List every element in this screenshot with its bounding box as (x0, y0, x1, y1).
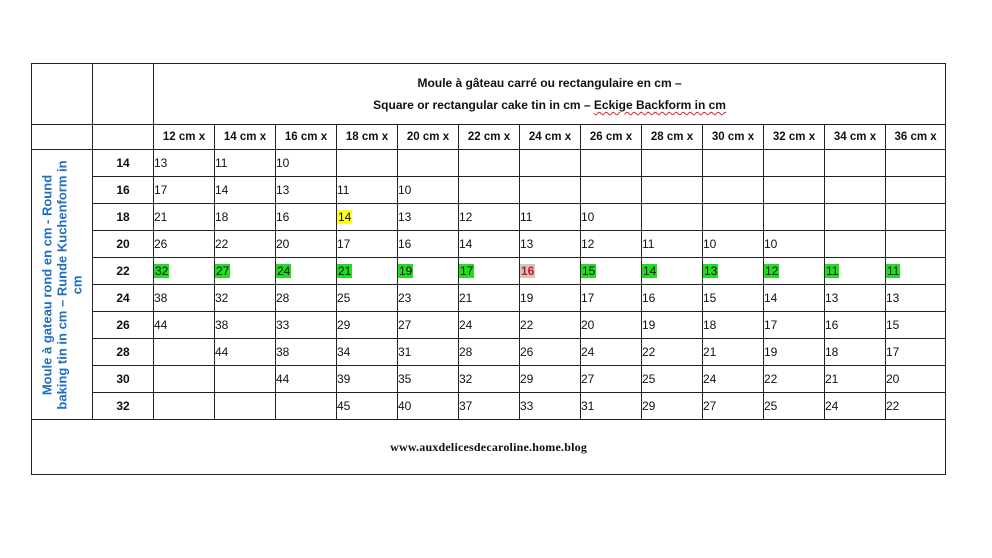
table-cell (459, 150, 520, 177)
table-cell (703, 312, 764, 339)
cell-value: 21 (825, 372, 839, 386)
table-cell (459, 204, 520, 231)
row-label: 26 (93, 312, 154, 339)
highlighted-cell-value: 12 (765, 264, 779, 278)
title-line-1: Moule à gâteau carré ou rectangulaire en cm – (417, 76, 682, 90)
highlighted-cell-value: 24 (277, 264, 291, 278)
table-cell (520, 231, 581, 258)
cell-value: 32 (459, 372, 473, 386)
table-cell (581, 258, 642, 285)
column-header: 16 cm x (276, 125, 337, 150)
table-cell (703, 177, 764, 204)
table-cell (459, 393, 520, 420)
table-cell (886, 393, 946, 420)
table-cell (581, 312, 642, 339)
table-cell (398, 339, 459, 366)
table-cell (398, 150, 459, 177)
table-cell (581, 393, 642, 420)
table-cell (642, 339, 703, 366)
cell-value: 13 (825, 291, 839, 305)
cell-value: 11 (337, 183, 350, 197)
highlighted-cell-value: 11 (887, 264, 900, 278)
cell-value: 16 (642, 291, 656, 305)
cell-value: 14 (459, 237, 473, 251)
cell-value: 21 (703, 345, 717, 359)
table-cell (215, 393, 276, 420)
highlighted-cell-value: 13 (704, 264, 718, 278)
table-cell (215, 366, 276, 393)
table-cell (398, 177, 459, 204)
table-cell (703, 285, 764, 312)
table-cell (215, 339, 276, 366)
table-cell (459, 312, 520, 339)
cell-value: 23 (398, 291, 412, 305)
table-cell (276, 258, 337, 285)
table-cell (215, 312, 276, 339)
table-cell (886, 339, 946, 366)
table-cell (825, 285, 886, 312)
table-cell (703, 150, 764, 177)
table-cell (764, 339, 825, 366)
table-cell (825, 393, 886, 420)
cell-value: 10 (398, 183, 412, 197)
row-label: 32 (93, 393, 154, 420)
row-label: 22 (93, 258, 154, 285)
cell-value: 19 (520, 291, 534, 305)
table-cell (703, 393, 764, 420)
cell-value: 24 (581, 345, 595, 359)
cell-value: 25 (642, 372, 656, 386)
highlighted-cell-value: 32 (155, 264, 169, 278)
table-cell (459, 339, 520, 366)
column-header: 34 cm x (825, 125, 886, 150)
table-cell (764, 312, 825, 339)
table-cell (398, 393, 459, 420)
table-cell (276, 312, 337, 339)
column-header: 36 cm x (886, 125, 946, 150)
highlighted-cell-value: 19 (399, 264, 413, 278)
cell-value: 20 (581, 318, 595, 332)
column-header: 12 cm x (154, 125, 215, 150)
table-cell (764, 177, 825, 204)
cell-value: 31 (398, 345, 412, 359)
column-header: 24 cm x (520, 125, 581, 150)
cell-value: 13 (886, 291, 900, 305)
table-cell (337, 177, 398, 204)
table-cell (520, 150, 581, 177)
cell-value: 21 (459, 291, 473, 305)
corner-cell-2 (93, 64, 154, 125)
title-line-2-prefix: Square or rectangular cake tin in cm – (373, 98, 594, 112)
table-cell (581, 339, 642, 366)
cell-value: 33 (520, 399, 534, 413)
cell-value: 13 (154, 156, 168, 170)
cell-value: 18 (825, 345, 839, 359)
table-cell (459, 285, 520, 312)
cell-value: 33 (276, 318, 290, 332)
header-blank-cell (32, 125, 93, 150)
cell-value: 15 (703, 291, 717, 305)
table-row (32, 204, 946, 231)
table-cell (764, 150, 825, 177)
cell-value: 18 (215, 210, 229, 224)
cell-value: 22 (520, 318, 534, 332)
column-header: 18 cm x (337, 125, 398, 150)
table-cell (215, 231, 276, 258)
table-cell (398, 258, 459, 285)
table-cell (337, 258, 398, 285)
table-row (32, 393, 946, 420)
cell-value: 17 (337, 237, 351, 251)
cell-value: 22 (886, 399, 900, 413)
column-header: 22 cm x (459, 125, 520, 150)
cell-value: 10 (276, 156, 290, 170)
table-cell (215, 150, 276, 177)
table-cell (642, 231, 703, 258)
row-label: 28 (93, 339, 154, 366)
table-cell (825, 258, 886, 285)
table-cell (886, 150, 946, 177)
table-cell (459, 258, 520, 285)
table-cell (398, 231, 459, 258)
cell-value: 16 (276, 210, 290, 224)
cake-tin-conversion-table (31, 63, 946, 475)
table-cell (764, 393, 825, 420)
table-cell (154, 393, 215, 420)
table-cell (337, 285, 398, 312)
table-cell (276, 150, 337, 177)
title-line-2 (154, 94, 945, 116)
table-cell (581, 366, 642, 393)
cell-value: 11 (520, 210, 533, 224)
table-cell (581, 204, 642, 231)
cell-value: 17 (154, 183, 168, 197)
table-cell (581, 150, 642, 177)
column-header: 30 cm x (703, 125, 764, 150)
table-cell (276, 339, 337, 366)
cell-value: 10 (581, 210, 595, 224)
table-cell (825, 231, 886, 258)
cell-value: 28 (459, 345, 473, 359)
footer-row (32, 420, 946, 475)
cell-value: 24 (703, 372, 717, 386)
cell-value: 12 (459, 210, 473, 224)
table-cell (764, 204, 825, 231)
highlighted-cell-value: 27 (216, 264, 230, 278)
table-cell (886, 312, 946, 339)
highlighted-cell-value: 15 (582, 264, 596, 278)
title-line-2-suffix: Eckige Backform in cm (593, 98, 726, 112)
table-cell (215, 258, 276, 285)
cell-value: 11 (215, 156, 228, 170)
highlighted-cell-value: 11 (826, 264, 839, 278)
column-header: 32 cm x (764, 125, 825, 150)
table-cell (581, 285, 642, 312)
table-cell (337, 231, 398, 258)
table-row (32, 339, 946, 366)
table-cell (825, 366, 886, 393)
table-cell (703, 204, 764, 231)
table-cell (520, 177, 581, 204)
table-cell (337, 366, 398, 393)
table-cell (276, 177, 337, 204)
cell-value: 24 (825, 399, 839, 413)
table-cell (642, 366, 703, 393)
table-cell (581, 231, 642, 258)
cell-value: 13 (398, 210, 412, 224)
table-cell (886, 204, 946, 231)
cell-value: 40 (398, 399, 412, 413)
table-cell (703, 366, 764, 393)
highlighted-cell-value: 16 (521, 264, 535, 278)
table-cell (581, 177, 642, 204)
cell-value: 17 (581, 291, 595, 305)
cell-value: 29 (520, 372, 534, 386)
cell-value: 28 (276, 291, 290, 305)
table-cell (154, 366, 215, 393)
table-cell (642, 285, 703, 312)
cell-value: 24 (459, 318, 473, 332)
row-label: 14 (93, 150, 154, 177)
table-cell (825, 150, 886, 177)
cell-value: 17 (764, 318, 778, 332)
cell-value: 44 (215, 345, 229, 359)
table-row (32, 231, 946, 258)
table-cell (764, 366, 825, 393)
cell-value: 18 (703, 318, 717, 332)
table-cell (154, 150, 215, 177)
title-row (32, 64, 946, 125)
column-header: 14 cm x (215, 125, 276, 150)
column-header: 28 cm x (642, 125, 703, 150)
round-tin-label-cell (32, 150, 93, 420)
cell-value: 19 (642, 318, 656, 332)
cell-value: 16 (825, 318, 839, 332)
table-cell (154, 231, 215, 258)
table-cell (276, 231, 337, 258)
table-cell (154, 177, 215, 204)
cell-value: 29 (642, 399, 656, 413)
column-header: 20 cm x (398, 125, 459, 150)
table-cell (337, 150, 398, 177)
cell-value: 38 (215, 318, 229, 332)
table-title (154, 64, 946, 125)
table-cell (520, 204, 581, 231)
cell-value: 31 (581, 399, 595, 413)
conversion-table-container (31, 63, 946, 475)
table-row (32, 312, 946, 339)
cell-value: 27 (398, 318, 412, 332)
cell-value: 13 (520, 237, 534, 251)
table-cell (886, 258, 946, 285)
cell-value: 25 (764, 399, 778, 413)
table-cell (825, 312, 886, 339)
cell-value: 14 (764, 291, 778, 305)
cell-value: 44 (276, 372, 290, 386)
table-cell (154, 204, 215, 231)
cell-value: 13 (276, 183, 290, 197)
table-cell (520, 366, 581, 393)
cell-value: 27 (703, 399, 717, 413)
table-cell (520, 393, 581, 420)
table-cell (215, 204, 276, 231)
cell-value: 45 (337, 399, 351, 413)
table-cell (825, 339, 886, 366)
corner-cell (32, 64, 93, 125)
table-cell (886, 231, 946, 258)
cell-value: 39 (337, 372, 351, 386)
table-row (32, 366, 946, 393)
table-cell (215, 177, 276, 204)
table-cell (703, 258, 764, 285)
table-cell (825, 204, 886, 231)
table-cell (886, 177, 946, 204)
table-cell (398, 285, 459, 312)
cell-value: 25 (337, 291, 351, 305)
cell-value: 32 (215, 291, 229, 305)
table-row (32, 285, 946, 312)
table-cell (276, 285, 337, 312)
cell-value: 16 (398, 237, 412, 251)
table-cell (459, 177, 520, 204)
table-cell (398, 366, 459, 393)
column-header-row (32, 125, 946, 150)
cell-value: 11 (642, 237, 655, 251)
cell-value: 20 (886, 372, 900, 386)
row-label: 24 (93, 285, 154, 312)
table-cell (642, 258, 703, 285)
highlighted-cell-value: 21 (338, 264, 352, 278)
cell-value: 26 (520, 345, 534, 359)
table-cell (642, 150, 703, 177)
table-cell (276, 393, 337, 420)
cell-value: 20 (276, 237, 290, 251)
table-cell (886, 366, 946, 393)
table-cell (520, 339, 581, 366)
table-cell (337, 312, 398, 339)
cell-value: 22 (764, 372, 778, 386)
cell-value: 29 (337, 318, 351, 332)
table-cell (764, 285, 825, 312)
table-cell (398, 204, 459, 231)
cell-value: 26 (154, 237, 168, 251)
table-row (32, 177, 946, 204)
table-cell (520, 312, 581, 339)
table-cell (154, 312, 215, 339)
table-cell (154, 285, 215, 312)
row-label: 30 (93, 366, 154, 393)
table-cell (642, 177, 703, 204)
cell-value: 10 (764, 237, 778, 251)
table-cell (154, 258, 215, 285)
cell-value: 12 (581, 237, 595, 251)
cell-value: 37 (459, 399, 473, 413)
table-cell (520, 285, 581, 312)
table-row (32, 258, 946, 285)
table-cell (642, 204, 703, 231)
table-row (32, 150, 946, 177)
table-cell (642, 393, 703, 420)
table-cell (642, 312, 703, 339)
cell-value: 34 (337, 345, 351, 359)
cell-value: 19 (764, 345, 778, 359)
cell-value: 27 (581, 372, 595, 386)
table-cell (459, 231, 520, 258)
cell-value: 14 (215, 183, 229, 197)
table-cell (337, 204, 398, 231)
table-cell (337, 339, 398, 366)
highlighted-cell-value: 17 (460, 264, 474, 278)
cell-value: 10 (703, 237, 717, 251)
cell-value: 35 (398, 372, 412, 386)
table-cell (276, 366, 337, 393)
header-blank-cell (93, 125, 154, 150)
cell-value: 38 (154, 291, 168, 305)
table-cell (825, 177, 886, 204)
table-cell (764, 258, 825, 285)
cell-value: 44 (154, 318, 168, 332)
cell-value: 22 (642, 345, 656, 359)
row-label: 16 (93, 177, 154, 204)
row-label: 18 (93, 204, 154, 231)
highlighted-cell-value: 14 (338, 210, 352, 224)
cell-value: 38 (276, 345, 290, 359)
table-cell (337, 393, 398, 420)
table-cell (398, 312, 459, 339)
table-cell (215, 285, 276, 312)
table-cell (703, 339, 764, 366)
row-label: 20 (93, 231, 154, 258)
round-tin-label: Moule à gateau rond en cm - Round baking tin in cm – Runde Kuchenform in cm (39, 159, 85, 410)
table-cell (459, 366, 520, 393)
table-cell (276, 204, 337, 231)
cell-value: 15 (886, 318, 900, 332)
cell-value: 21 (154, 210, 168, 224)
table-cell (764, 231, 825, 258)
cell-value: 22 (215, 237, 229, 251)
cell-value: 17 (886, 345, 900, 359)
table-cell (886, 285, 946, 312)
table-cell (520, 258, 581, 285)
table-cell (154, 339, 215, 366)
column-header: 26 cm x (581, 125, 642, 150)
website-url: www.auxdelicesdecaroline.home.blog (32, 420, 946, 475)
highlighted-cell-value: 14 (643, 264, 657, 278)
table-cell (703, 231, 764, 258)
